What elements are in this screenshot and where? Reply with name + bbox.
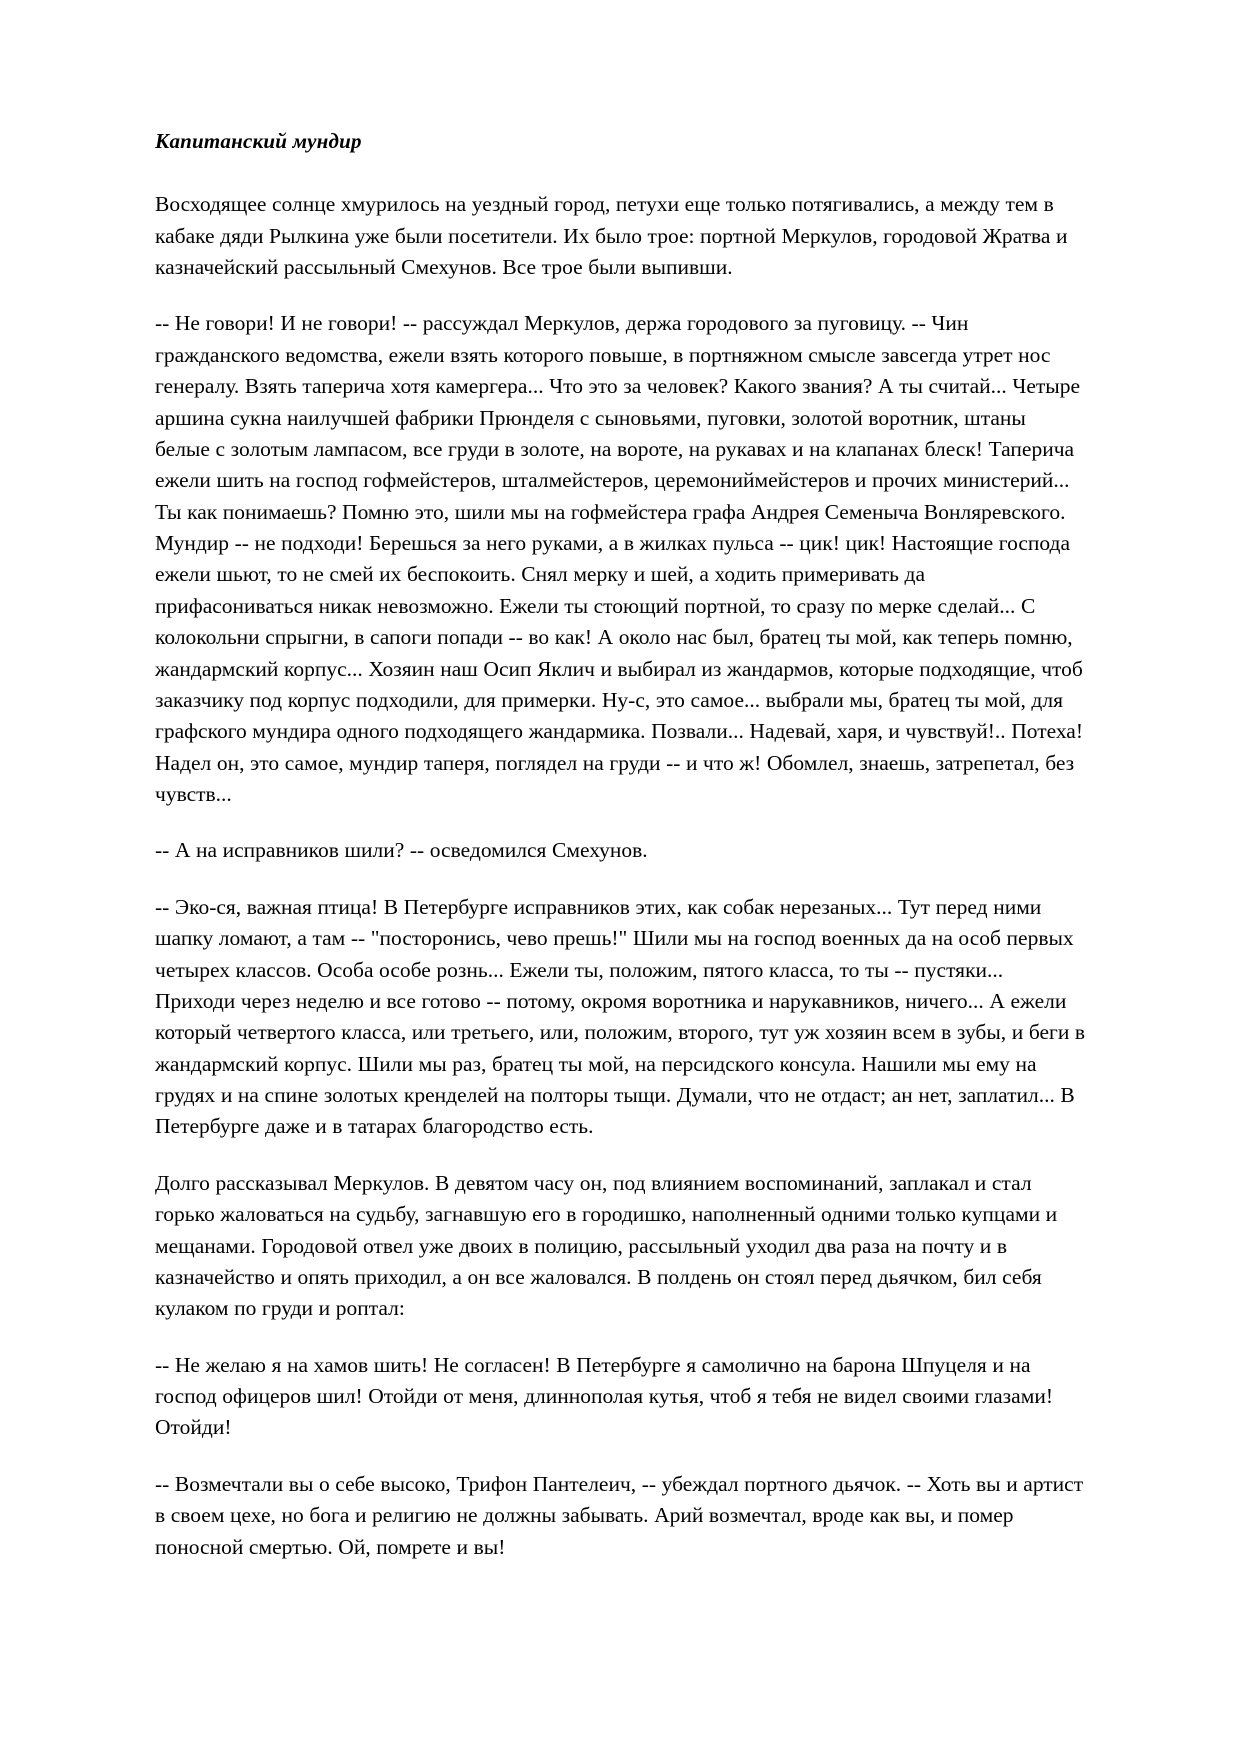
paragraph: -- Возмечтали вы о себе высоко, Трифон Пантелеич, -- убеждал портного дьячок. -- Хоть вы и артист в своем цехе, но бога и религию не должны забывать. Арий возмечтал, вроде как вы, и помер поносной смертью. Ой, помрете и вы! bbox=[155, 1471, 1084, 1559]
paragraph: -- Не желаю я на хамов шить! Не согласен! В Петербурге я самолично на барона Шпуцеля и на господ офицеров шил! Отойди от меня, длиннополая кутья, чтоб я тебя не видел своими глазами! Отойди! bbox=[155, 1352, 1053, 1440]
paragraph: Долго рассказывал Меркулов. В девятом часу он, под влиянием воспоминаний, заплакал и стал горько жаловаться на судьбу, загнавшую его в городишко, наполненный одними только купцами и мещанами. Городовой отвел уже двоих в полицию, рассыльный уходил два раза на почту и в казначейство и опять приходил, а он все жаловался. В полдень он стоял перед дьячком, бил себя кулаком по груди и роптал: bbox=[155, 1170, 1058, 1321]
paragraph: -- Не говори! И не говори! -- рассуждал Меркулов, держа городового за пуговицу. -- Чин гражданского ведомства, ежели взять которого повыше, в портняжном смысле завсегда утрет нос генералу. Взять таперича хотя камергера... Что это за человек? Какого звания? А ты считай... Четыре аршина сукна наилучшей фабрики Прюнделя с сыновьями, пуговки, золотой воротник, штаны белые с золотым лампасом, все груди в золоте, на вороте, на рукавах и на клапанах блеск! Таперича ежели шить на господ гофмейстеров, шталмейстеров, церемониймейстеров и прочих министерий... Ты как понимаешь? Помню это, шили мы на гофмейстера графа Андрея Семеныча Вонляревского. Мундир -- не подходи! Берешься за него руками, а в жилках пульса -- цик! цик! Настоящие господа ежели шьют, то не смей их беспокоить. Снял мерку и шей, а ходить примеривать да прифасониваться никак невозможно. Ежели ты стоющий портной, то сразу по мерке сделай... С колокольни спрыгни, в сапоги попади -- во как! А около нас был, братец ты мой, как теперь помню, жандармский корпус... Хозяин наш Осип Яклич и выбирал из жандармов, которые подходящие, чтоб заказчику под корпус подходили, для примерки. Ну-с, это самое... выбрали мы, братец ты мой, для графского мундира одного подходящего жандармика. Позвали... Надевай, харя, и чувствуй!.. Потеха! Надел он, это самое, мундир таперя, поглядел на груди -- и что ж! Обомлел, знаешь, затрепетал, без чувств... bbox=[155, 311, 1084, 807]
document-title: Капитанский мундир bbox=[155, 129, 362, 153]
paragraph: -- Эко-ся, важная птица! В Петербурге исправников этих, как собак нерезаных... Тут перед ними шапку ломают, а там -- "посторонись, чево прешь!" Шили мы на господ военных да на особ первых четырех классов. Особа особе рознь... Ежели ты, положим, пятого класса, то ты -- пустяки... Приходи через неделю и все готово -- потому, окромя воротника и нарукавников, ничего... А ежели который четвертого класса, или третьего, или, положим, второго, тут уж хозяин всем в зубы, и беги в жандармский корпус. Шили мы раз, братец ты мой, на персидского консула. Нашили мы ему на грудях и на спине золотых кренделей на полторы тыщи. Думали, что не отдаст; ан нет, заплатил... В Петербурге даже и в татарах благородство есть. bbox=[155, 894, 1086, 1139]
paragraph: Восходящее солнце хмурилось на уездный город, петухи еще только потягивались, а между тем в кабаке дяди Рылкина уже были посетители. Их было трое: портной Меркулов, городовой Жратва и казначейский рассыльный Смехунов. Все трое были выпивши. bbox=[155, 192, 1068, 280]
paragraph: -- А на исправников шили? -- осведомился Смехунов. bbox=[155, 838, 648, 863]
document-body bbox=[155, 189, 1086, 1563]
